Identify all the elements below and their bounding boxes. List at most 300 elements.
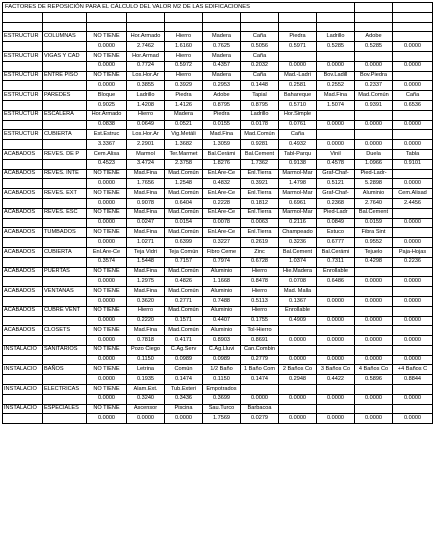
- factor-value-cell: 0.0000: [241, 394, 279, 404]
- option-label-cell: Mad.Fina: [317, 91, 355, 101]
- factor-value-cell: 0.7311: [317, 257, 355, 267]
- factor-value-cell: 0.0000: [87, 179, 127, 189]
- option-label-cell: C.Ag.Serv: [165, 345, 203, 355]
- factor-value-cell: 0.0000: [393, 316, 433, 326]
- option-label-cell: [393, 306, 433, 316]
- factor-value-cell: 0.5972: [165, 61, 203, 71]
- option-label-cell: Teja Vidri: [127, 247, 165, 257]
- option-label-cell: Caña: [241, 51, 279, 61]
- value-row: [3, 42, 433, 52]
- factor-value-cell: 0.0000: [87, 336, 127, 346]
- factor-value-cell: 0.6486: [317, 277, 355, 287]
- factor-value-cell: 0.1755: [241, 316, 279, 326]
- option-label-cell: Mad.Común: [165, 208, 203, 218]
- option-label-cell: Bov.Ladill: [317, 71, 355, 81]
- item-cell: ELECTRICAS: [43, 385, 87, 395]
- option-label-cell: +4 Baños C: [393, 365, 433, 375]
- factor-value-cell: 0.0000: [87, 277, 127, 287]
- factor-value-cell: 0.0000: [393, 42, 433, 52]
- item-cell: VENTANAS: [43, 287, 87, 297]
- option-label-cell: Fibra Sint: [355, 228, 393, 238]
- factor-value-cell: 0.1448: [241, 81, 279, 91]
- option-label-cell: Piedra: [203, 110, 241, 120]
- factor-value-cell: 0.0761: [279, 120, 317, 130]
- option-label-cell: Hierro: [241, 287, 279, 297]
- option-label-cell: Enrollable: [317, 267, 355, 277]
- label-row: [3, 130, 433, 140]
- value-row: [3, 394, 433, 404]
- factor-value-cell: 0.0000: [393, 394, 433, 404]
- option-label-cell: Los.Hor.Ar: [127, 130, 165, 140]
- spreadsheet: [2, 2, 432, 424]
- option-label-cell: 4 Baños Co: [355, 365, 393, 375]
- option-label-cell: Fibro Ceme: [203, 247, 241, 257]
- empty-cell: [3, 100, 43, 110]
- factor-value-cell: 0.0000: [393, 81, 433, 91]
- blank-row: [3, 22, 433, 32]
- value-row: [3, 218, 433, 228]
- empty-cell: [3, 140, 43, 150]
- cell: [393, 3, 433, 13]
- option-label-cell: Adobe: [203, 91, 241, 101]
- option-label-cell: NO TIENE: [87, 228, 127, 238]
- option-label-cell: [279, 345, 317, 355]
- option-label-cell: [355, 110, 393, 120]
- factor-value-cell: 0.0000: [87, 81, 127, 91]
- factor-value-cell: 0.0159: [355, 218, 393, 228]
- factor-value-cell: 2.3758: [165, 159, 203, 169]
- option-label-cell: Mad.Fina: [127, 228, 165, 238]
- option-label-cell: Mad.Común: [165, 189, 203, 199]
- category-cell: INSTALACIO: [3, 345, 43, 355]
- option-label-cell: [317, 51, 355, 61]
- factor-value-cell: 0.2619: [241, 238, 279, 248]
- option-label-cell: Hierro: [127, 306, 165, 316]
- option-label-cell: NO TIENE: [87, 385, 127, 395]
- option-label-cell: [241, 385, 279, 395]
- option-label-cell: NO TIENE: [87, 365, 127, 375]
- factor-value-cell: 0.0000: [87, 375, 127, 385]
- factor-value-cell: 0.1474: [165, 375, 203, 385]
- factor-value-cell: 0.1150: [127, 355, 165, 365]
- empty-cell: [3, 61, 43, 71]
- category-cell: ACABADOS: [3, 267, 43, 277]
- option-label-cell: NO TIENE: [87, 32, 127, 42]
- option-label-cell: NO TIENE: [87, 404, 127, 414]
- factor-value-cell: 0.5121: [317, 179, 355, 189]
- category-cell: ACABADOS: [3, 228, 43, 238]
- empty-cell: [43, 159, 87, 169]
- option-label-cell: Ter.Marmet: [165, 149, 203, 159]
- option-label-cell: Bal.Cement: [355, 208, 393, 218]
- option-label-cell: Mad.Fina: [127, 189, 165, 199]
- option-label-cell: Pied-Ladr-: [355, 169, 393, 179]
- option-label-cell: [393, 267, 433, 277]
- value-row: [3, 100, 433, 110]
- factor-value-cell: 0.8844: [393, 375, 433, 385]
- factor-value-cell: 0.0838: [87, 120, 127, 130]
- factors-table: [2, 2, 433, 424]
- option-label-cell: Mad.Común: [241, 130, 279, 140]
- factor-value-cell: 0.2116: [279, 218, 317, 228]
- option-label-cell: Caña: [393, 91, 433, 101]
- factor-value-cell: 0.4422: [317, 375, 355, 385]
- factor-value-cell: 0.7157: [165, 257, 203, 267]
- option-label-cell: Piedra: [279, 32, 317, 42]
- empty-cell: [3, 198, 43, 208]
- option-label-cell: [279, 385, 317, 395]
- factor-value-cell: 0.0000: [355, 120, 393, 130]
- option-label-cell: Mad.Fina: [127, 169, 165, 179]
- factor-value-cell: 0.1150: [203, 375, 241, 385]
- category-cell: ACABADOS: [3, 287, 43, 297]
- factor-value-cell: 0.2948: [279, 375, 317, 385]
- option-label-cell: Enl.Are-Ce: [87, 247, 127, 257]
- option-label-cell: Mad.Común: [165, 267, 203, 277]
- option-label-cell: Bov.Piedra: [355, 71, 393, 81]
- empty-cell: [3, 296, 43, 306]
- option-label-cell: [279, 326, 317, 336]
- factor-value-cell: 2.7640: [355, 198, 393, 208]
- factor-value-cell: 0.7488: [203, 296, 241, 306]
- option-label-cell: Bal.Cement: [241, 149, 279, 159]
- option-label-cell: [317, 130, 355, 140]
- option-label-cell: Tub.Exteri: [165, 385, 203, 395]
- option-label-cell: Aluminio: [355, 189, 393, 199]
- factor-value-cell: 0.0000: [87, 218, 127, 228]
- factor-value-cell: 0.0000: [393, 277, 433, 287]
- factor-value-cell: 0.0000: [87, 198, 127, 208]
- factor-value-cell: 0.1474: [241, 375, 279, 385]
- label-row: [3, 365, 433, 375]
- option-label-cell: Cem.Alisa: [87, 149, 127, 159]
- factor-value-cell: 0.8478: [241, 277, 279, 287]
- option-label-cell: 1/2 Baño: [203, 365, 241, 375]
- factor-value-cell: 0.0708: [279, 277, 317, 287]
- factor-value-cell: 0.2032: [241, 61, 279, 71]
- factor-value-cell: 0.0000: [393, 140, 433, 150]
- option-label-cell: [393, 326, 433, 336]
- option-label-cell: Piscina: [165, 404, 203, 414]
- factor-value-cell: 1.4126: [165, 100, 203, 110]
- item-cell: CUBRE VENT: [43, 306, 87, 316]
- empty-cell: [43, 355, 87, 365]
- option-label-cell: [393, 345, 433, 355]
- option-label-cell: Bal.Cerámi: [203, 149, 241, 159]
- blank-row: [3, 12, 433, 22]
- factor-value-cell: 0.9281: [241, 140, 279, 150]
- option-label-cell: [355, 345, 393, 355]
- option-label-cell: Tapial: [241, 91, 279, 101]
- factor-value-cell: 0.2552: [317, 81, 355, 91]
- item-cell: CLOSETS: [43, 326, 87, 336]
- factor-value-cell: 0.0000: [87, 42, 127, 52]
- option-label-cell: Tabl-Parqu: [279, 149, 317, 159]
- option-label-cell: 1 Baño Com: [241, 365, 279, 375]
- factor-value-cell: 0.0078: [203, 218, 241, 228]
- sheet-title: FACTORES DE REPOSICIÓN PARA EL CÁLCULO DEL VALOR M2 DE LAS EDIFICACIONES: [3, 3, 355, 13]
- factor-value-cell: 0.0247: [127, 218, 165, 228]
- option-label-cell: Ladrillo: [241, 110, 279, 120]
- factor-value-cell: 0.4171: [165, 336, 203, 346]
- label-row: [3, 32, 433, 42]
- value-row: [3, 375, 433, 385]
- empty-cell: [3, 336, 43, 346]
- factor-value-cell: 0.0000: [355, 140, 393, 150]
- option-label-cell: NO TIENE: [87, 51, 127, 61]
- option-label-cell: Ascensor: [127, 404, 165, 414]
- factor-value-cell: 0.0000: [279, 414, 317, 424]
- label-row: [3, 71, 433, 81]
- option-label-cell: Paja-Hojas: [393, 247, 433, 257]
- option-label-cell: Hierro: [241, 267, 279, 277]
- factor-value-cell: 0.7625: [203, 42, 241, 52]
- factor-value-cell: 0.6777: [317, 238, 355, 248]
- empty-cell: [43, 42, 87, 52]
- option-label-cell: Empotrados: [203, 385, 241, 395]
- option-label-cell: Hor.Simple: [279, 110, 317, 120]
- factor-value-cell: 0.1571: [165, 316, 203, 326]
- factor-value-cell: 0.5285: [317, 42, 355, 52]
- empty-cell: [43, 218, 87, 228]
- value-row: [3, 316, 433, 326]
- option-label-cell: Mad.Fina: [127, 267, 165, 277]
- option-label-cell: Hie.Madera: [279, 267, 317, 277]
- empty-cell: [3, 375, 43, 385]
- factor-value-cell: 0.0000: [317, 355, 355, 365]
- empty-cell: [3, 316, 43, 326]
- factor-value-cell: 0.0000: [393, 355, 433, 365]
- option-label-cell: [355, 404, 393, 414]
- empty-cell: [43, 120, 87, 130]
- option-label-cell: Hor.Armad: [127, 51, 165, 61]
- option-label-cell: Mad.Común: [165, 169, 203, 179]
- factor-value-cell: 0.0000: [393, 296, 433, 306]
- factor-value-cell: 0.0154: [165, 218, 203, 228]
- option-label-cell: [355, 51, 393, 61]
- factor-value-cell: 0.0000: [317, 296, 355, 306]
- factor-value-cell: 0.0000: [393, 238, 433, 248]
- factor-value-cell: 0.4826: [165, 277, 203, 287]
- factor-value-cell: 2.2901: [127, 140, 165, 150]
- option-label-cell: [393, 110, 433, 120]
- label-row: [3, 267, 433, 277]
- option-label-cell: [355, 130, 393, 140]
- option-label-cell: Aluminio: [203, 326, 241, 336]
- option-label-cell: Bal.Cement: [279, 247, 317, 257]
- factor-value-cell: 0.5710: [279, 100, 317, 110]
- item-cell: CUBIERTA: [43, 130, 87, 140]
- factor-value-cell: 1.0271: [127, 238, 165, 248]
- empty-cell: [3, 81, 43, 91]
- factor-value-cell: 0.1367: [279, 296, 317, 306]
- factor-value-cell: 0.8903: [203, 336, 241, 346]
- factor-value-cell: 0.0000: [87, 414, 127, 424]
- label-row: [3, 287, 433, 297]
- option-label-cell: NO TIENE: [87, 306, 127, 316]
- option-label-cell: Hierro: [165, 71, 203, 81]
- empty-cell: [43, 61, 87, 71]
- empty-cell: [3, 238, 43, 248]
- option-label-cell: [317, 385, 355, 395]
- category-cell: ESTRUCTUR: [3, 51, 43, 61]
- factor-value-cell: 0.3855: [127, 81, 165, 91]
- factor-value-cell: 1.2975: [127, 277, 165, 287]
- empty-cell: [43, 179, 87, 189]
- empty-cell: [43, 238, 87, 248]
- factor-value-cell: 0.6404: [165, 198, 203, 208]
- category-cell: INSTALACIO: [3, 404, 43, 414]
- item-cell: REVES. EXT: [43, 189, 87, 199]
- category-cell: ACABADOS: [3, 169, 43, 179]
- factor-value-cell: 0.0000: [355, 316, 393, 326]
- option-label-cell: [393, 51, 433, 61]
- option-label-cell: Madera: [165, 110, 203, 120]
- category-cell: INSTALACIO: [3, 365, 43, 375]
- empty-cell: [43, 375, 87, 385]
- factor-value-cell: 0.3236: [279, 238, 317, 248]
- factor-value-cell: 0.0000: [317, 61, 355, 71]
- factor-value-cell: 0.8795: [241, 100, 279, 110]
- factor-value-cell: 0.2779: [241, 355, 279, 365]
- factor-value-cell: 0.9138: [279, 159, 317, 169]
- option-label-cell: Hierro: [127, 110, 165, 120]
- option-label-cell: Estuco: [317, 228, 355, 238]
- empty-cell: [3, 120, 43, 130]
- category-cell: ACABADOS: [3, 326, 43, 336]
- value-row: [3, 61, 433, 71]
- value-row: [3, 355, 433, 365]
- factor-value-cell: 0.0000: [355, 61, 393, 71]
- option-label-cell: [393, 130, 433, 140]
- factor-value-cell: 1.0374: [279, 257, 317, 267]
- value-row: [3, 336, 433, 346]
- factor-value-cell: 0.6961: [279, 198, 317, 208]
- option-label-cell: Aluminio: [203, 287, 241, 297]
- option-label-cell: Champeado: [279, 228, 317, 238]
- option-label-cell: [279, 51, 317, 61]
- option-label-cell: [393, 228, 433, 238]
- label-row: [3, 91, 433, 101]
- factor-value-cell: 0.9025: [87, 100, 127, 110]
- option-label-cell: Pied-Ladr: [317, 208, 355, 218]
- factor-value-cell: 0.0000: [87, 61, 127, 71]
- option-label-cell: [393, 71, 433, 81]
- factor-value-cell: 3.3367: [87, 140, 127, 150]
- label-row: [3, 169, 433, 179]
- option-label-cell: 2 Baños Co: [279, 365, 317, 375]
- empty-cell: [43, 100, 87, 110]
- factor-value-cell: 0.8795: [203, 100, 241, 110]
- option-label-cell: Tabla: [393, 149, 433, 159]
- category-cell: ACABADOS: [3, 189, 43, 199]
- option-label-cell: Letrina: [127, 365, 165, 375]
- factor-value-cell: 0.3929: [165, 81, 203, 91]
- factor-value-cell: 0.4357: [203, 61, 241, 71]
- factor-value-cell: 0.3620: [127, 296, 165, 306]
- option-label-cell: Barbacoa: [241, 404, 279, 414]
- factor-value-cell: 0.3240: [127, 394, 165, 404]
- factor-value-cell: 0.0279: [241, 414, 279, 424]
- factor-value-cell: 0.0000: [355, 277, 393, 287]
- empty-cell: [3, 257, 43, 267]
- factor-value-cell: 0.0000: [393, 61, 433, 71]
- option-label-cell: Zinc: [241, 247, 279, 257]
- option-label-cell: NO TIENE: [87, 71, 127, 81]
- option-label-cell: Hierro: [165, 51, 203, 61]
- option-label-cell: Enl.Tierra: [241, 189, 279, 199]
- option-label-cell: Vinil: [317, 149, 355, 159]
- factor-value-cell: 0.0989: [203, 355, 241, 365]
- option-label-cell: Mad.Común: [355, 91, 393, 101]
- factor-value-cell: 1.1668: [203, 277, 241, 287]
- option-label-cell: Bloque: [87, 91, 127, 101]
- option-label-cell: Adobe: [355, 32, 393, 42]
- option-label-cell: Mad.Fina: [127, 287, 165, 297]
- option-label-cell: Mad.Común: [165, 287, 203, 297]
- option-label-cell: [355, 326, 393, 336]
- item-cell: TUMBADOS: [43, 228, 87, 238]
- option-label-cell: Graf-Chaf-: [317, 169, 355, 179]
- factor-value-cell: 0.5285: [355, 42, 393, 52]
- empty-cell: [43, 316, 87, 326]
- factor-value-cell: 0.2220: [127, 316, 165, 326]
- category-cell: ACABADOS: [3, 247, 43, 257]
- item-cell: REVES. DE P: [43, 149, 87, 159]
- factor-value-cell: 0.0000: [87, 355, 127, 365]
- option-label-cell: Marmol-Mar: [279, 189, 317, 199]
- factor-value-cell: 0.4523: [87, 159, 127, 169]
- factor-value-cell: 0.8691: [241, 336, 279, 346]
- item-cell: ESCALERA: [43, 110, 87, 120]
- factor-value-cell: 0.2236: [393, 257, 433, 267]
- factor-value-cell: 0.0989: [165, 355, 203, 365]
- factor-value-cell: 1.7362: [241, 159, 279, 169]
- value-row: [3, 296, 433, 306]
- option-label-cell: Caña: [241, 32, 279, 42]
- factor-value-cell: 0.3574: [87, 257, 127, 267]
- factor-value-cell: 0.0000: [393, 179, 433, 189]
- option-label-cell: [317, 287, 355, 297]
- option-label-cell: Enl.Tierra: [241, 169, 279, 179]
- item-cell: ENTRE PISO: [43, 71, 87, 81]
- item-cell: COLUMNAS: [43, 32, 87, 42]
- factor-value-cell: 1.4798: [279, 179, 317, 189]
- factor-value-cell: 1.0966: [355, 159, 393, 169]
- category-cell: ESTRUCTUR: [3, 110, 43, 120]
- factor-value-cell: 0.1935: [127, 375, 165, 385]
- factor-value-cell: 0.0000: [317, 120, 355, 130]
- factor-value-cell: 0.2337: [355, 81, 393, 91]
- option-label-cell: Enl.Tierra: [241, 228, 279, 238]
- value-row: [3, 81, 433, 91]
- option-label-cell: NO TIENE: [87, 345, 127, 355]
- factor-value-cell: 0.7818: [127, 336, 165, 346]
- factor-value-cell: 1.5448: [127, 257, 165, 267]
- factor-value-cell: 1.7656: [127, 179, 165, 189]
- factor-value-cell: 0.0000: [393, 414, 433, 424]
- option-label-cell: Vig.Metáli: [165, 130, 203, 140]
- empty-cell: [43, 257, 87, 267]
- option-label-cell: Aluminio: [203, 306, 241, 316]
- factor-value-cell: 0.9552: [355, 238, 393, 248]
- option-label-cell: Caña: [279, 130, 317, 140]
- empty-cell: [43, 336, 87, 346]
- value-row: [3, 277, 433, 287]
- option-label-cell: Enl.Tierra: [241, 208, 279, 218]
- item-cell: ESPECIALES: [43, 404, 87, 414]
- factor-value-cell: 0.7724: [127, 61, 165, 71]
